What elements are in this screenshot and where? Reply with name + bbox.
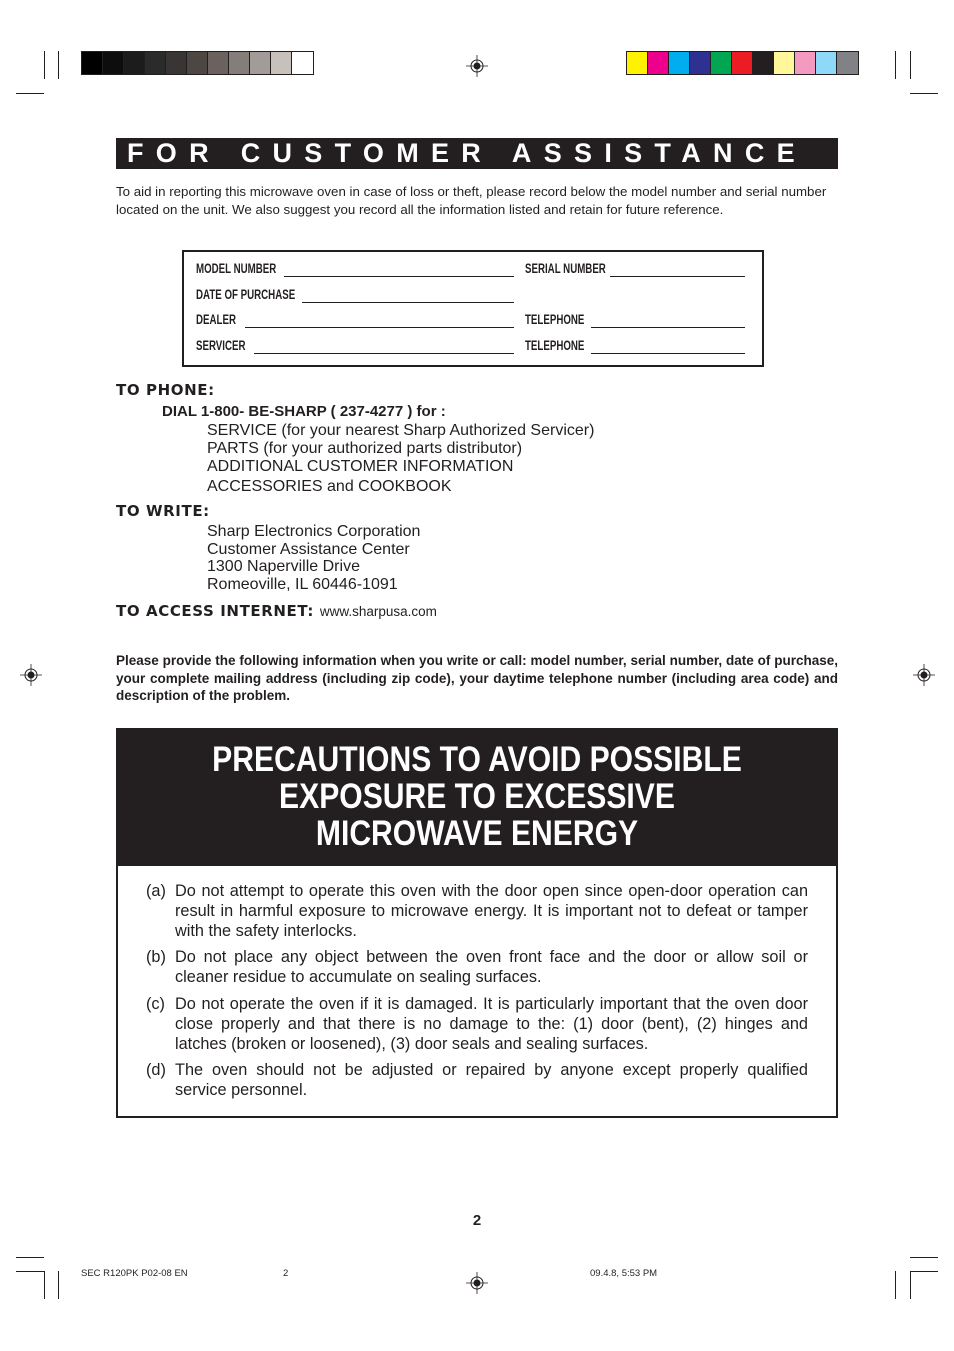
- customer-assistance-heading: FOR CUSTOMER ASSISTANCE: [116, 138, 838, 169]
- color-swatch: [250, 52, 271, 74]
- footer-filename: SEC R120PK P02-08 EN: [81, 1268, 188, 1279]
- phone-line: ACCESSORIES and COOKBOOK: [207, 478, 452, 495]
- internet-heading: [116, 602, 437, 620]
- color-swatch: [145, 52, 166, 74]
- registration-mark-icon: [466, 1272, 488, 1294]
- item-text: Do not operate the oven if it is damaged. It is particularly important that the oven door close properly and that there is no damage to the: (1) door (bent), (2) hinges and latches (broken or loosened), (3) door seals and sealing surfaces.: [175, 995, 808, 1053]
- to-phone-heading: TO PHONE:: [116, 381, 215, 399]
- address-line: Romeoville, IL 60446-1091: [207, 576, 398, 593]
- precautions-box: [116, 728, 838, 1118]
- model-number-field[interactable]: [284, 276, 514, 277]
- color-swatch: [229, 52, 250, 74]
- website-link[interactable]: www.sharpusa.com: [319, 604, 437, 619]
- dial-number: DIAL 1-800- BE-SHARP ( 237-4277 ) for :: [162, 403, 446, 420]
- color-swatch: [124, 52, 145, 74]
- color-swatch: [648, 52, 669, 74]
- color-swatch: [187, 52, 208, 74]
- color-swatch: [82, 52, 103, 74]
- to-write-heading: TO WRITE:: [116, 502, 210, 520]
- footer-page: 2: [283, 1268, 289, 1279]
- precautions-heading-line: MICROWAVE ENERGY: [315, 814, 639, 853]
- dealer-field[interactable]: [245, 327, 514, 328]
- color-swatch: [774, 52, 795, 74]
- servicer-label: SERVICER: [196, 338, 246, 353]
- color-swatch: [271, 52, 292, 74]
- item-label: (b): [146, 948, 166, 966]
- precautions-heading: [118, 730, 836, 866]
- color-swatch: [103, 52, 124, 74]
- internet-label: TO ACCESS INTERNET:: [116, 602, 315, 620]
- color-swatch: [669, 52, 690, 74]
- color-swatch: [690, 52, 711, 74]
- precautions-heading-line: EXPOSURE TO EXCESSIVE: [279, 777, 675, 816]
- registration-mark-icon: [913, 664, 935, 686]
- grayscale-bar: [81, 51, 314, 75]
- address-line: Sharp Electronics Corporation: [207, 523, 421, 540]
- servicer-telephone-field[interactable]: [591, 353, 745, 354]
- color-swatch: [627, 52, 648, 74]
- model-number-label: MODEL NUMBER: [196, 261, 277, 276]
- date-of-purchase-label: DATE OF PURCHASE: [196, 287, 296, 302]
- phone-line: PARTS (for your authorized parts distributor): [207, 440, 523, 457]
- color-swatch: [816, 52, 837, 74]
- color-swatch: [753, 52, 774, 74]
- date-of-purchase-field[interactable]: [302, 302, 514, 303]
- address-line: Customer Assistance Center: [207, 541, 410, 558]
- item-text: Do not place any object between the oven front face and the door or allow soil or cleaner residue to accumulate on sealing surfaces.: [175, 948, 808, 986]
- color-bar: [626, 51, 859, 75]
- registration-mark-icon: [20, 664, 42, 686]
- color-swatch: [732, 52, 753, 74]
- footer-date: 09.4.8, 5:53 PM: [590, 1268, 658, 1279]
- registration-mark-icon: [466, 55, 488, 77]
- precautions-heading-line: PRECAUTIONS TO AVOID POSSIBLE: [212, 740, 742, 779]
- color-swatch: [166, 52, 187, 74]
- telephone-label: TELEPHONE: [525, 312, 585, 327]
- color-swatch: [795, 52, 816, 74]
- dealer-label: DEALER: [196, 312, 236, 327]
- record-form: [182, 250, 764, 367]
- telephone-label: TELEPHONE: [525, 338, 585, 353]
- address-line: 1300 Naperville Drive: [207, 558, 360, 575]
- serial-number-field[interactable]: [610, 276, 745, 277]
- color-swatch: [837, 52, 858, 74]
- intro-paragraph: To aid in reporting this microwave oven in case of loss or theft, please record below the model number and serial number located on the unit. We also suggest you record all the information listed and retain for future reference.: [116, 184, 827, 217]
- page-number: 2: [472, 1212, 482, 1229]
- item-label: (d): [146, 1061, 166, 1079]
- dealer-telephone-field[interactable]: [591, 327, 745, 328]
- item-label: (c): [146, 995, 165, 1013]
- item-text: The oven should not be adjusted or repaired by anyone except properly qualified service personnel.: [175, 1061, 808, 1099]
- phone-line: ADDITIONAL CUSTOMER INFORMATION: [207, 458, 514, 475]
- serial-number-label: SERIAL NUMBER: [525, 261, 606, 276]
- color-swatch: [292, 52, 313, 74]
- phone-line: SERVICE (for your nearest Sharp Authorized Servicer): [207, 422, 595, 439]
- color-swatch: [208, 52, 229, 74]
- color-swatch: [711, 52, 732, 74]
- servicer-field[interactable]: [254, 353, 514, 354]
- contact-info-note: Please provide the following information when you write or call: model number, serial number, date of purchase, your complete mailing address (including zip code), your daytime telephone number (including area code) and description of the problem.: [116, 653, 838, 703]
- item-text: Do not attempt to operate this oven with the door open since open-door operation can result in harmful exposure to microwave energy. It is important not to defeat or tamper with the safety interlocks.: [175, 882, 808, 940]
- item-label: (a): [146, 882, 166, 900]
